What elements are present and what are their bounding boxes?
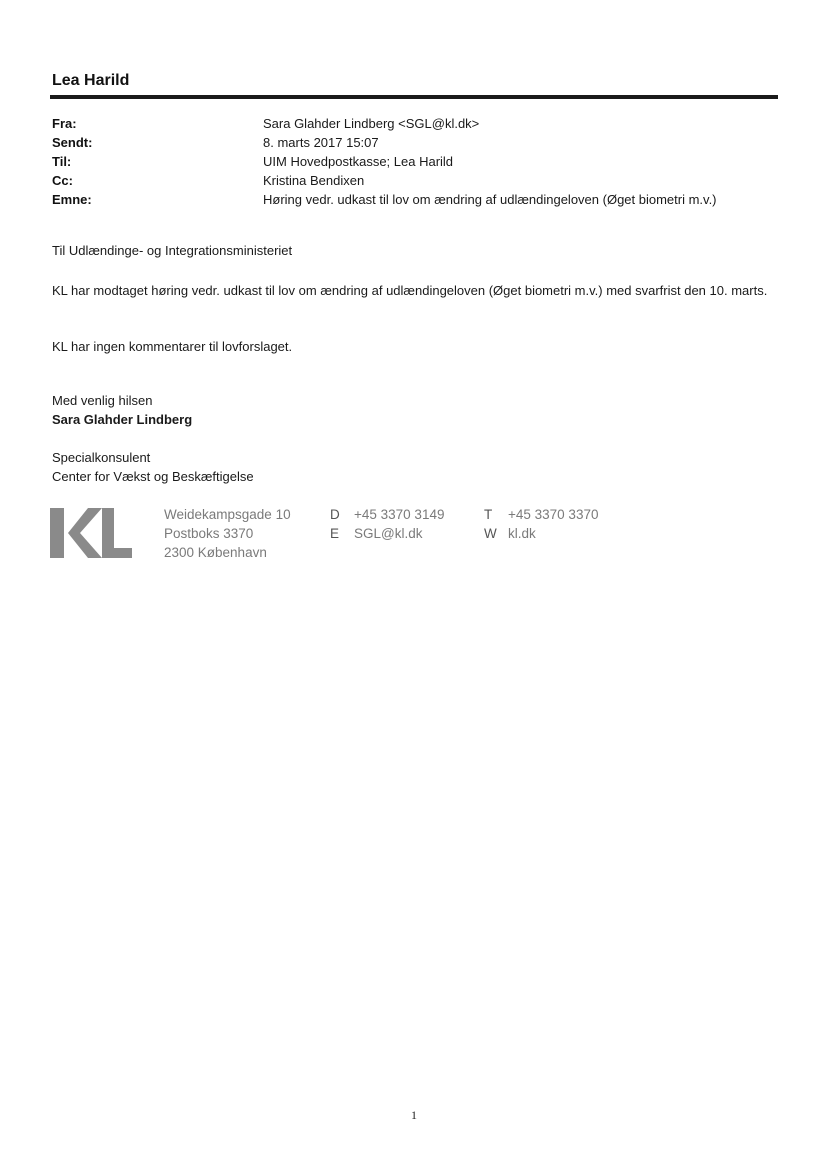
address-line: Postboks 3370 [164, 526, 254, 541]
kl-logo-l [102, 508, 132, 558]
header-value-from: Sara Glahder Lindberg <SGL@kl.dk> [263, 116, 480, 131]
contact-direct-row [330, 505, 444, 524]
contact-tel: +45 3370 3370 [508, 507, 599, 522]
page-number: 1 [411, 1108, 417, 1122]
signature-block [52, 391, 192, 429]
contact-tel-row [484, 505, 598, 524]
header-label-cc: Cc: [52, 173, 73, 188]
header-row-cc [52, 171, 778, 190]
header-label-to: Til: [52, 154, 72, 169]
email-key: E [330, 526, 340, 541]
body-paragraph: KL har modtaget høring vedr. udkast til lov om ændring af udlændingeloven (Øget biometri m.v.) med svarfrist den 10. marts. [52, 283, 768, 298]
header-row-from [52, 114, 778, 133]
signature-closing: Med venlig hilsen [52, 393, 153, 408]
header-row-to [52, 152, 778, 171]
signature-department: Center for Vækst og Beskæftigelse [52, 469, 254, 484]
header-value-cc: Kristina Bendixen [263, 173, 365, 188]
contact-email-row [330, 524, 444, 543]
email-header-block [52, 114, 778, 209]
signature-role-block [52, 448, 254, 486]
kl-logo-k-arm [68, 508, 102, 558]
signature-title: Specialkonsulent [52, 450, 151, 465]
header-row-sent [52, 133, 778, 152]
header-value-to: UIM Hovedpostkasse; Lea Harild [263, 154, 454, 169]
header-label-subject: Emne: [52, 192, 92, 207]
header-row-subject [52, 190, 778, 209]
direct-phone-key: D [330, 507, 340, 522]
contact-address [164, 505, 291, 562]
tel-key: T [484, 507, 493, 522]
kl-logo [50, 508, 132, 558]
kl-logo-k-stem [50, 508, 64, 558]
header-value-sent: 8. marts 2017 15:07 [263, 135, 379, 150]
contact-tel-web [484, 505, 598, 543]
direct-phone: +45 3370 3149 [354, 507, 445, 522]
contact-web: kl.dk [508, 526, 536, 541]
mailbox-owner-name: Lea Harild [52, 72, 130, 89]
contact-web-row [484, 524, 598, 543]
contact-direct-email [330, 505, 444, 543]
header-rule [50, 95, 778, 99]
web-key: W [484, 526, 497, 541]
body-greeting: Til Udlændinge- og Integrationsministeriet [52, 243, 293, 258]
address-line: 2300 København [164, 545, 267, 560]
contact-email: SGL@kl.dk [354, 526, 423, 541]
signature-name: Sara Glahder Lindberg [52, 412, 193, 427]
header-label-sent: Sendt: [52, 135, 93, 150]
header-value-subject: Høring vedr. udkast til lov om ændring af udlændingeloven (Øget biometri m.v.) [263, 192, 717, 207]
header-label-from: Fra: [52, 116, 77, 131]
body-paragraph: KL har ingen kommentarer til lovforslaget. [52, 339, 293, 354]
address-line: Weidekampsgade 10 [164, 507, 291, 522]
